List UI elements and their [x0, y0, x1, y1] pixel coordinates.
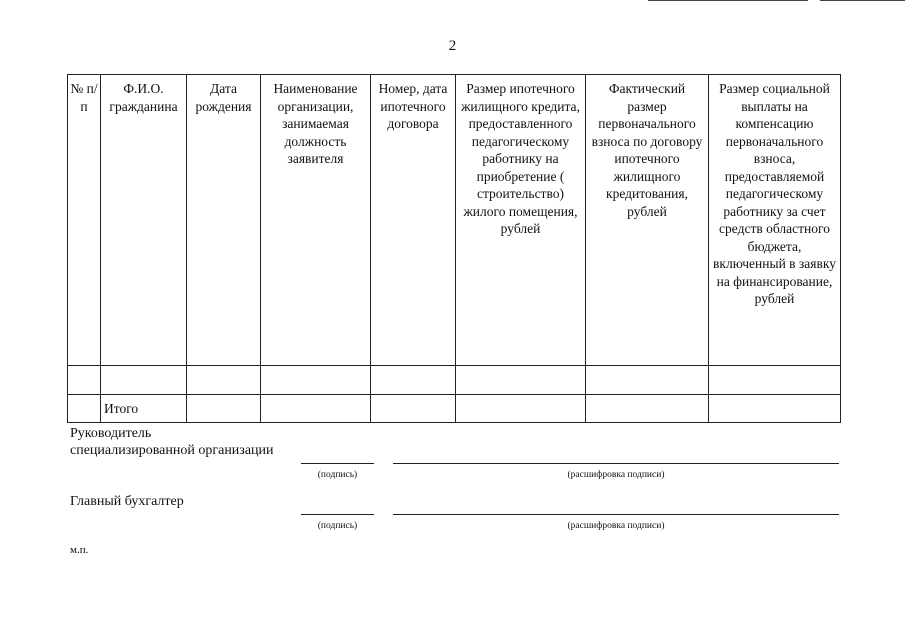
col-header-birth-date: Дата рождения: [187, 75, 261, 366]
table-row: [68, 366, 841, 395]
accountant-decode-caption: (расшифровка подписи): [567, 521, 665, 531]
table-cell: [586, 366, 709, 395]
col-header-loan-amount: Размер ипотечного жилищного кредита, предоставленного педагогическому работнику на приобретение ( строительство) жилого помещения, рублей: [456, 75, 586, 366]
scan-edge-mark: [648, 0, 808, 1]
head-signature-line: [301, 463, 374, 464]
table-cell: [709, 366, 841, 395]
scan-edge-mark: [820, 0, 905, 1]
table-cell: [586, 395, 709, 423]
table-cell: [68, 366, 101, 395]
head-decode-line: [393, 463, 839, 464]
table-cell: [68, 395, 101, 423]
col-header-mortgage-contract: Номер, дата ипотечного договора: [371, 75, 456, 366]
col-header-social-payment: Размер социальной выплаты на компенсацию первоначального взноса, предоставляемой педагогическому работнику за счет средств областного бюджета, включенный в заявку на финансирование, рублей: [709, 75, 841, 366]
table-cell: [456, 395, 586, 423]
table-header-row: [68, 75, 841, 366]
table-cell: [261, 395, 371, 423]
table-cell: [371, 395, 456, 423]
table-total-row: [68, 395, 841, 423]
page-number: 2: [448, 38, 457, 54]
table-cell: [187, 395, 261, 423]
table-cell: [187, 366, 261, 395]
accountant-signature-line: [301, 514, 374, 515]
total-label: Итого: [101, 395, 187, 423]
table-cell: [101, 366, 187, 395]
table-cell: [261, 366, 371, 395]
head-signature-title: [70, 425, 274, 459]
col-header-actual-down-payment: Фактический размер первоначального взноса по договору ипотечного жилищного кредитования, рублей: [586, 75, 709, 366]
table-cell: [709, 395, 841, 423]
head-title-line1: Руководитель: [70, 426, 152, 441]
col-header-organization-position: Наименование организации, занимаемая должность заявителя: [261, 75, 371, 366]
table-cell: [456, 366, 586, 395]
accountant-signature-title: Главный бухгалтер: [70, 494, 184, 509]
head-decode-caption: (расшифровка подписи): [567, 470, 665, 480]
col-header-number: № п/п: [68, 75, 101, 366]
stamp-label: м.п.: [70, 544, 89, 556]
report-table: [67, 74, 841, 423]
col-header-full-name: Ф.И.О. гражданина: [101, 75, 187, 366]
table-cell: [371, 366, 456, 395]
head-title-line2: специализированной организации: [70, 443, 274, 458]
head-signature-caption: (подпись): [317, 470, 358, 480]
accountant-decode-line: [393, 514, 839, 515]
accountant-signature-caption: (подпись): [317, 521, 358, 531]
